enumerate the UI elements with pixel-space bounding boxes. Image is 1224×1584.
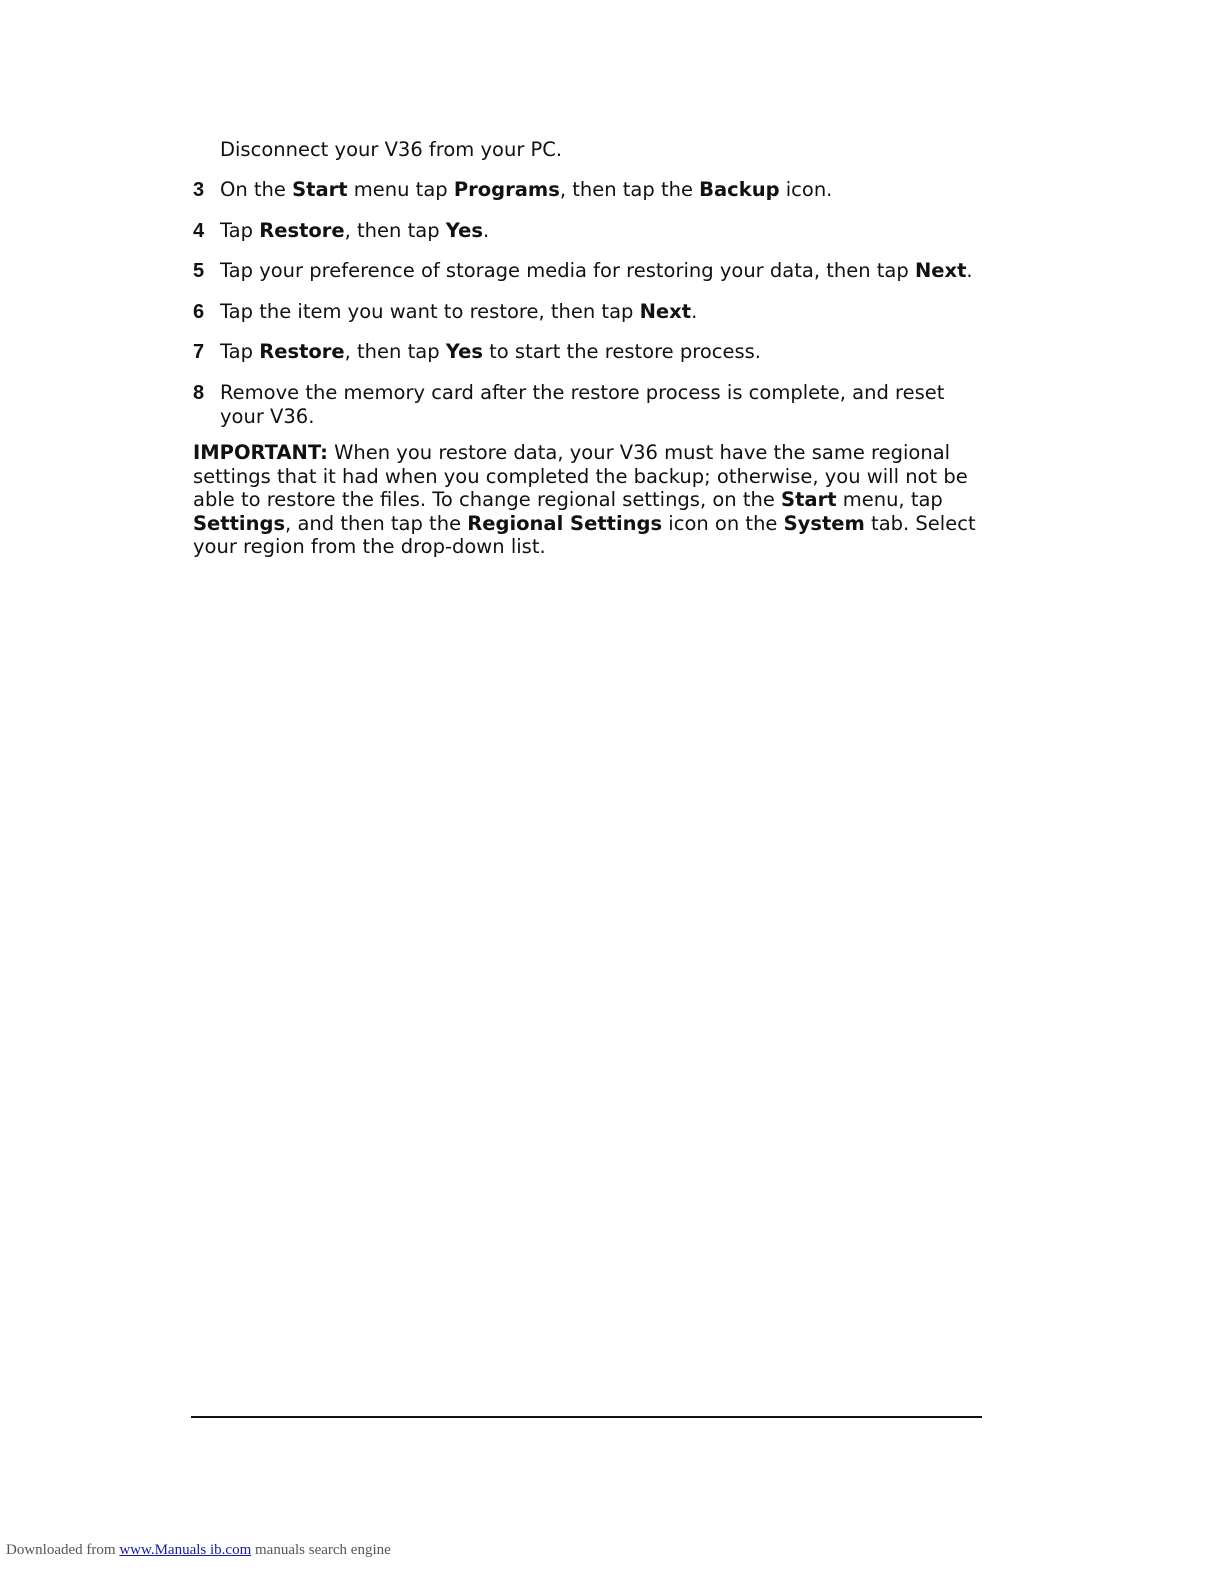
continuation-text: Disconnect your V36 from your PC. [220,138,563,161]
text-run: , then tap [344,340,446,363]
text-run: icon. [779,178,833,201]
bold-term: Programs [453,178,560,201]
bold-term: Next [639,300,692,323]
bold-term: Start [292,178,348,201]
text-run: . [966,259,973,282]
manualslib-link[interactable]: www.Manuals ib.com [119,1542,252,1558]
download-footer [6,1542,391,1559]
text-run: When you restore data, your V36 must have the same regional settings that it had when you completed the backup; otherwise, you will not be able to restore the files. To change regional settings, on the [193,441,968,511]
footer-prefix: Downloaded from [6,1542,120,1558]
important-note [193,441,993,559]
text-run: Tap the item you want to restore, then tap [220,300,640,323]
text-run: icon on the [662,511,784,535]
bold-term: Settings [193,511,286,535]
text-run: , then tap [344,219,446,242]
bold-term: Regional Settings [467,511,663,535]
text-run: Remove the memory card after the restore process is complete, and reset your V36. [220,381,945,428]
step-text [220,340,990,364]
step-number: 3 [193,179,205,201]
bold-term: Next [914,259,967,282]
bold-term: Start [781,488,837,511]
bold-term: Yes [445,219,483,242]
text-run: , and then tap the [285,511,468,535]
text-run: Tap [220,219,260,242]
step-number: 8 [193,382,205,404]
text-run: menu, tap [836,488,943,511]
step-number: 4 [193,220,205,242]
bold-term: Backup [699,178,780,201]
step-text [220,219,990,243]
bold-term: System [783,511,865,535]
bold-term: Yes [445,340,483,363]
text-run: . [482,219,490,242]
bold-term: IMPORTANT: [193,441,328,464]
step-text [220,178,990,202]
step-number: 5 [193,260,205,282]
text-run: menu tap [347,178,454,201]
text-run: Tap your preference of storage media for restoring your data, then tap [220,259,915,282]
step-number: 6 [193,301,205,323]
text-run: . [691,300,698,323]
step-text [220,300,990,324]
step-text [220,259,990,283]
footer-suffix: manuals search engine [251,1542,391,1558]
step-number: 7 [193,341,205,363]
text-run: , then tap the [559,178,700,201]
bold-term: Restore [259,340,345,363]
footer-rule [191,1416,982,1418]
text-run: On the [220,178,293,201]
bold-term: Restore [259,219,345,242]
step-text [220,381,990,429]
text-run: tab. Select your region from the drop-down list. [193,511,976,558]
text-run: Tap [220,340,260,363]
text-run: to start the restore process. [482,340,761,363]
